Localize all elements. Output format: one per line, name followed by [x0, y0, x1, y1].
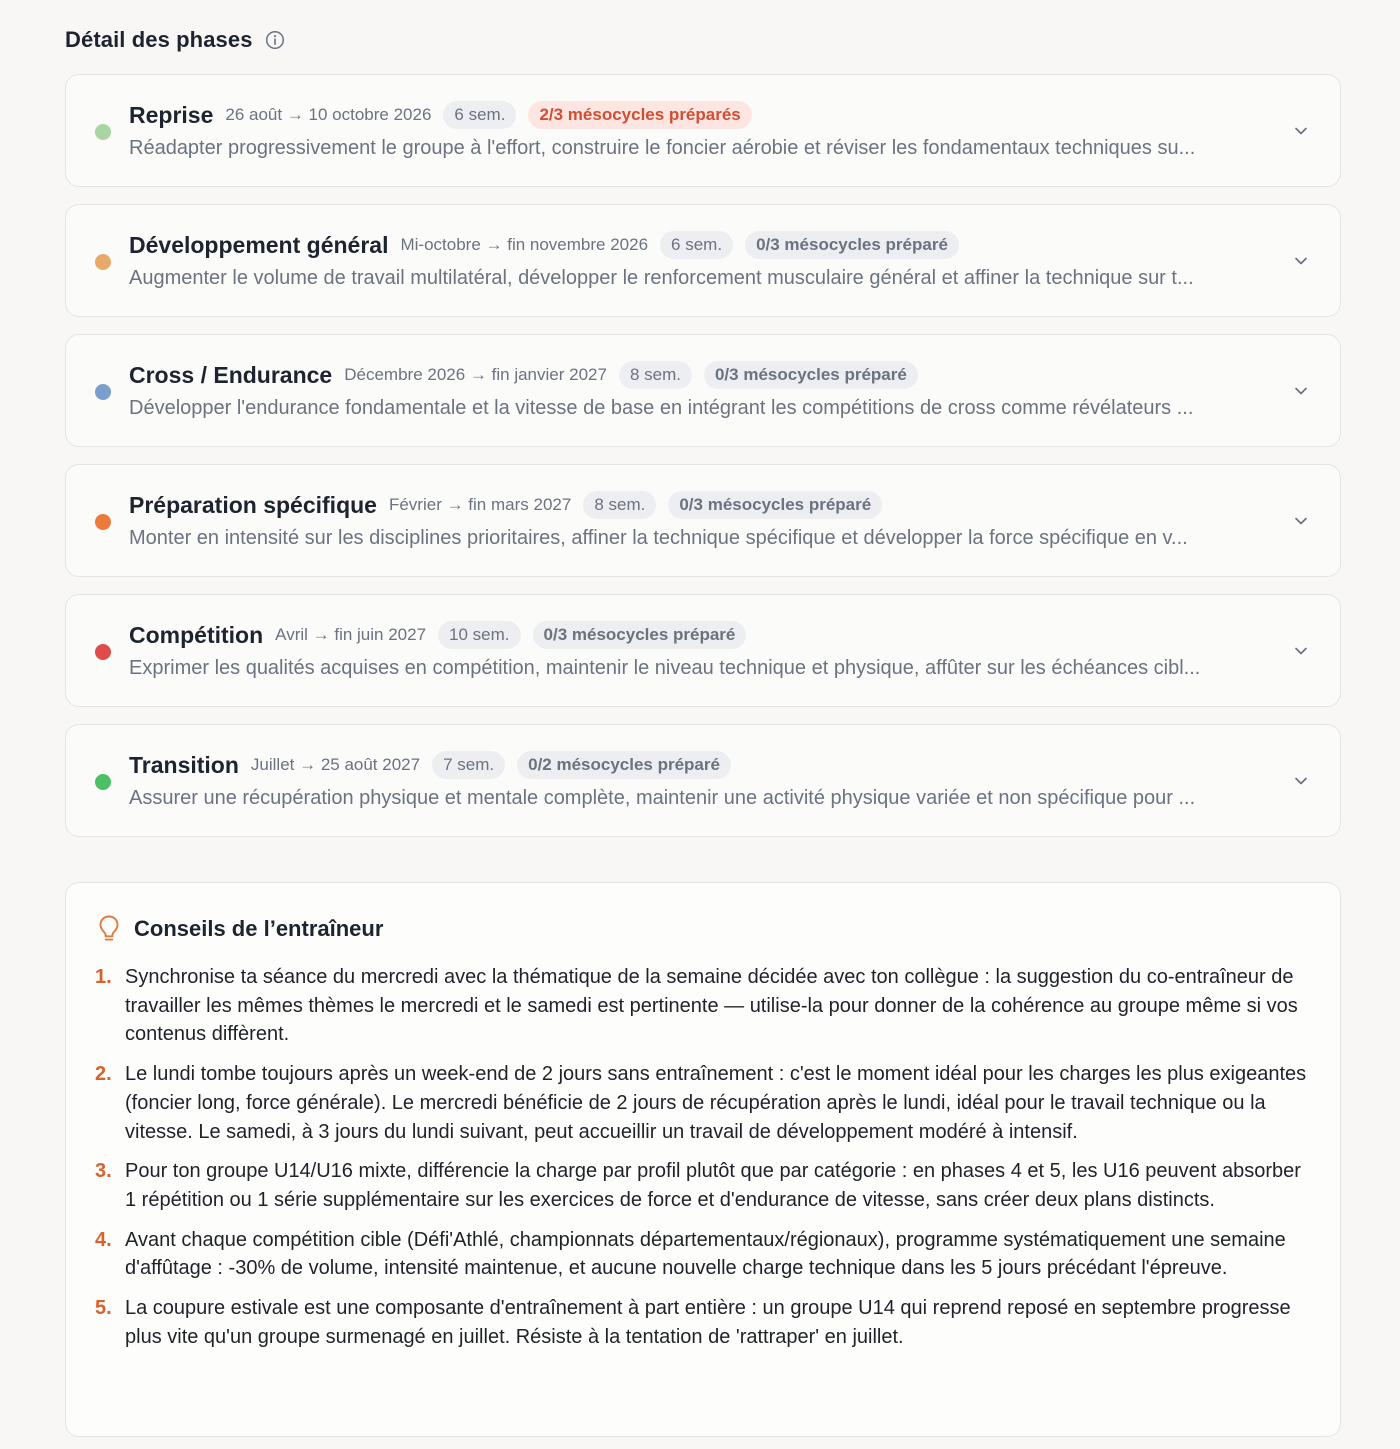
section-title: Détail des phases	[65, 27, 253, 52]
phase-dates: Décembre 2026 → fin janvier 2027	[344, 365, 607, 384]
phase-weeks-badge: 8 sem.	[583, 491, 656, 519]
tips-title: Conseils de l’entraîneur	[134, 916, 384, 941]
phase-description: Réadapter progressivement le groupe à l'effort, construire le foncier aérobie et réviser les fondamentaux techniques su...	[129, 137, 1196, 159]
phase-card[interactable]	[65, 204, 1341, 317]
phase-dates: Avril → fin juin 2027	[275, 625, 427, 644]
phase-mesocycle-badge: 0/3 mésocycles préparé	[668, 491, 882, 519]
chevron-down-icon[interactable]	[1292, 642, 1310, 660]
phase-header	[129, 490, 894, 520]
tip-number: 3.	[95, 1160, 112, 1183]
phase-color-dot	[95, 644, 111, 660]
phase-card[interactable]	[65, 334, 1341, 447]
phase-list	[65, 74, 1341, 854]
chevron-down-icon[interactable]	[1292, 772, 1310, 790]
tip-item	[95, 1294, 1307, 1351]
tip-text: Avant chaque compétition cible (Défi'Athlé, championnats départementaux/régionaux), programme systématiquement une semaine d'affûtage : -30% de volume, intensité maintenue, et aucune nouvelle charge technique dans les 5 jours précédant l'épreuve.	[125, 1228, 1286, 1280]
phase-mesocycle-badge: 0/3 mésocycles préparé	[533, 621, 747, 649]
phase-mesocycle-badge: 0/2 mésocycles préparé	[517, 751, 731, 779]
tip-number: 4.	[95, 1228, 112, 1251]
section-header	[65, 26, 285, 54]
phase-name: Reprise	[129, 101, 214, 128]
tip-number: 1.	[95, 966, 112, 988]
phase-color-dot	[95, 774, 111, 790]
phase-dates: Février → fin mars 2027	[388, 495, 572, 514]
phase-color-dot	[95, 124, 111, 140]
info-circle-icon[interactable]	[265, 30, 285, 50]
phase-description: Assurer une récupération physique et mentale complète, maintenir une activité physique variée et non spécifique pour ...	[129, 787, 1196, 809]
phase-dates: Mi-octobre → fin novembre 2026	[400, 235, 649, 254]
tips-list	[95, 963, 1307, 1362]
tips-header	[97, 913, 383, 945]
phase-weeks-badge: 6 sem.	[443, 101, 516, 129]
phase-name: Cross / Endurance	[129, 361, 333, 388]
lightbulb-icon	[97, 914, 121, 944]
phase-weeks-badge: 8 sem.	[619, 361, 692, 389]
tip-text: Synchronise ta séance du mercredi avec la thématique de la semaine décidée avec ton collègue : la suggestion du co-entraîneur de travailler les mêmes thèmes le mercredi et le samedi est pertinente — utilise-la pour donner de la cohérence au groupe même si vos contenus diffèrent.	[125, 966, 1298, 1046]
chevron-down-icon[interactable]	[1292, 382, 1310, 400]
phase-dates: 26 août → 10 octobre 2026	[225, 105, 432, 124]
phase-header	[129, 360, 930, 390]
phase-header	[129, 230, 971, 260]
phase-name: Compétition	[129, 621, 264, 648]
tip-item	[95, 1157, 1307, 1214]
phase-name: Préparation spécifique	[129, 491, 377, 518]
phase-header	[129, 750, 743, 780]
coach-tips-card	[65, 882, 1341, 1437]
chevron-down-icon[interactable]	[1292, 252, 1310, 270]
phase-header	[129, 620, 758, 650]
tip-item	[95, 963, 1307, 1049]
phase-description: Développer l'endurance fondamentale et la vitesse de base en intégrant les compétitions de cross comme révélateurs ...	[129, 397, 1194, 419]
phase-color-dot	[95, 514, 111, 530]
tip-number: 2.	[95, 1063, 112, 1086]
phase-weeks-badge: 6 sem.	[660, 231, 733, 259]
phase-description: Monter en intensité sur les disciplines prioritaires, affiner la technique spécifique et développer la force spécifique en v...	[129, 527, 1188, 549]
tip-number: 5.	[95, 1297, 112, 1320]
chevron-down-icon[interactable]	[1292, 122, 1310, 140]
phase-card[interactable]	[65, 724, 1341, 837]
phase-weeks-badge: 7 sem.	[432, 751, 505, 779]
tip-text: Pour ton groupe U14/U16 mixte, différencie la charge par profil plutôt que par catégorie : en phases 4 et 5, les U16 peuvent absorber 1 répétition ou 1 série supplémentaire sur les exercices de force et d'endurance de vitesse, sans créer deux plans distincts.	[125, 1160, 1301, 1211]
phase-name: Transition	[129, 751, 239, 778]
phase-color-dot	[95, 384, 111, 400]
phase-mesocycle-badge: 0/3 mésocycles préparé	[704, 361, 918, 389]
phase-card[interactable]	[65, 464, 1341, 577]
phase-header	[129, 100, 764, 130]
phase-card[interactable]	[65, 594, 1341, 707]
phase-dates: Juillet → 25 août 2027	[250, 755, 421, 774]
phase-card[interactable]	[65, 74, 1341, 187]
tip-text: La coupure estivale est une composante d'entraînement à part entière : un groupe U14 qui reprend reposé en septembre progresse plus vite qu'un groupe surmenagé en juillet. Résiste à la tentation de 'rattraper' en juillet.	[125, 1297, 1291, 1348]
phase-weeks-badge: 10 sem.	[438, 621, 520, 649]
phase-color-dot	[95, 254, 111, 270]
phase-description: Augmenter le volume de travail multilatéral, développer le renforcement musculaire général et affiner la technique sur t...	[129, 267, 1194, 289]
chevron-down-icon[interactable]	[1292, 512, 1310, 530]
phase-mesocycle-badge: 2/3 mésocycles préparés	[528, 101, 751, 129]
tip-item	[95, 1226, 1307, 1283]
tip-text: Le lundi tombe toujours après un week-end de 2 jours sans entraînement : c'est le moment idéal pour les charges les plus exigeantes (foncier long, force générale). Le mercredi bénéficie de 2 jours de récupération après le lundi, idéal pour le travail technique ou la vitesse. Le samedi, à 3 jours du lundi suivant, peut accueillir un travail de développement modéré à intensif.	[125, 1063, 1307, 1143]
tip-item	[95, 1060, 1307, 1146]
phase-name: Développement général	[129, 231, 389, 258]
phase-mesocycle-badge: 0/3 mésocycles préparé	[745, 231, 959, 259]
phase-description: Exprimer les qualités acquises en compétition, maintenir le niveau technique et physique, affûter sur les échéances cibl...	[129, 657, 1201, 679]
